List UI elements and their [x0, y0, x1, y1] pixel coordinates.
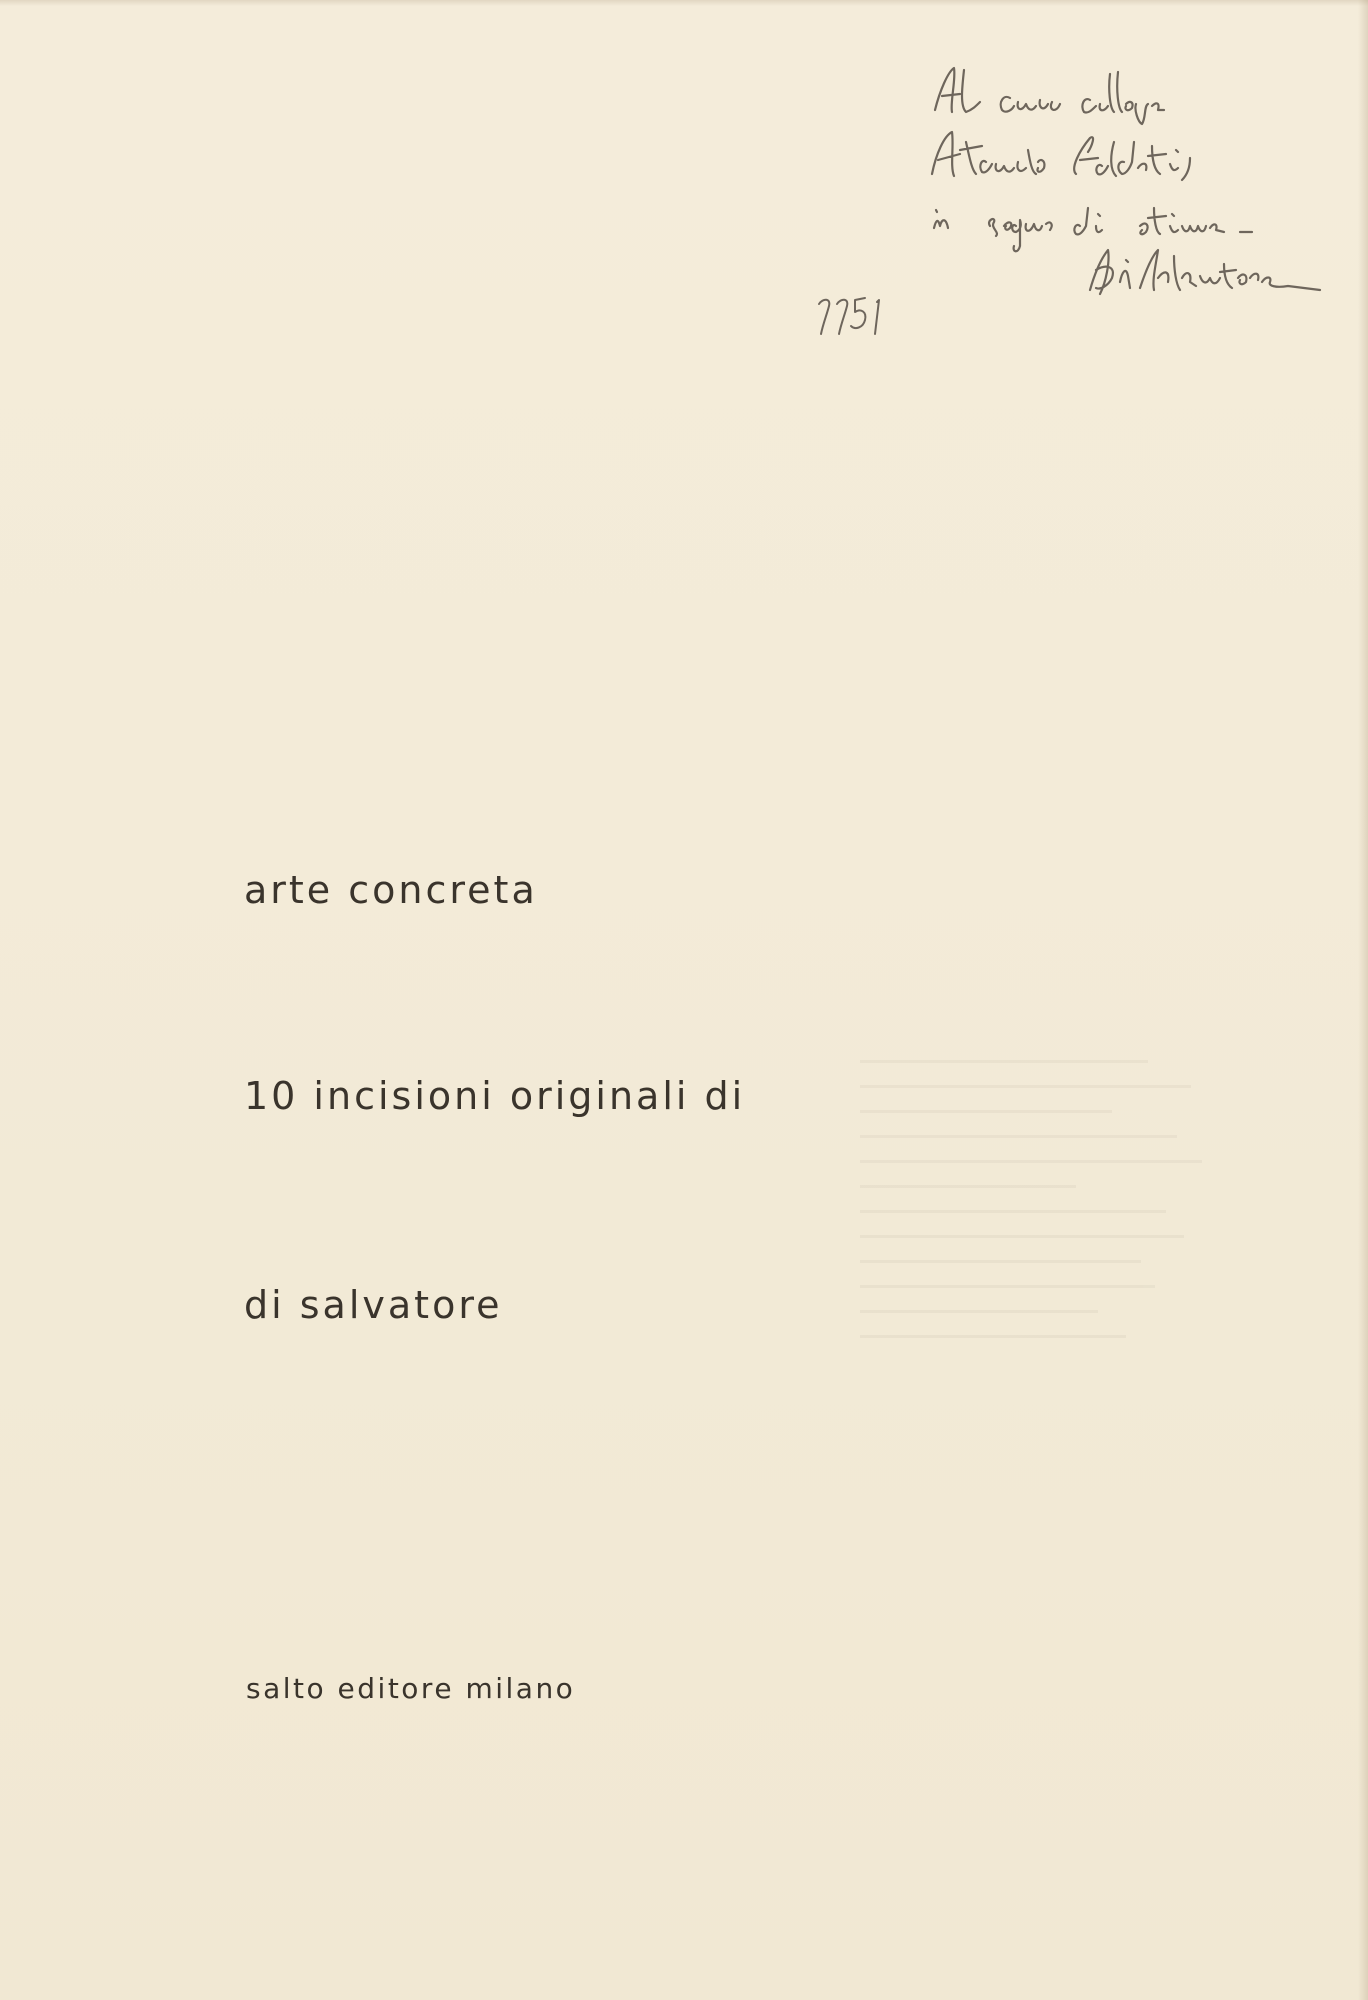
- paper-edge-right: [1358, 0, 1368, 2000]
- publisher-imprint: salto editore milano: [246, 1672, 576, 1705]
- inscription-drawing: [920, 50, 1340, 310]
- book-title: arte concreta: [244, 868, 538, 912]
- handwritten-year: [815, 290, 895, 340]
- artist-name: di salvatore: [244, 1283, 503, 1327]
- year-drawing: [815, 290, 895, 340]
- reverse-side-show-through: [860, 1060, 1220, 1480]
- paper-edge-top: [0, 0, 1368, 6]
- book-subtitle: 10 incisioni originali di: [244, 1074, 746, 1118]
- handwritten-inscription: [920, 50, 1340, 310]
